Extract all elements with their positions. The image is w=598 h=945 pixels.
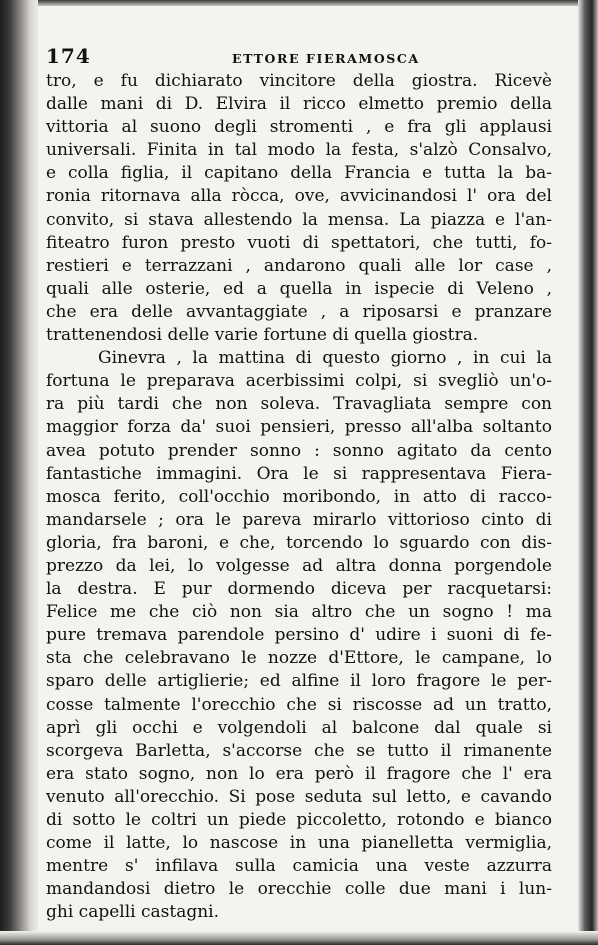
page-number: 174 [46, 44, 91, 68]
text-line: Felice me che ciò non sia altro che un sogno ! ma [46, 602, 552, 623]
page-edge-shadow [578, 0, 598, 945]
text-line: mentre s' infilava sulla camicia una veste azzurra [46, 856, 552, 877]
paragraph-last-line: ghi capelli castagni. [46, 902, 220, 923]
paragraph-last-line: trattenendosi delle varie fortune di quella giostra. [46, 325, 479, 346]
text-line: come il latte, lo nascose in una pianelletta vermiglia, [46, 833, 552, 854]
text-line: avea potuto prender sonno : sonno agitato da cento [46, 440, 552, 461]
text-line: universali. Finita in tal modo la festa, s'alzò Consalvo, [46, 140, 552, 161]
text-line: che era delle avvantaggiate , a riposarsi e pranzare [46, 301, 552, 322]
text-line: fiteatro furon presto vuoti di spettatori, che tutti, fo- [46, 232, 552, 253]
text-line: e colla figlia, il capitano della Francia e tutta la ba- [46, 163, 552, 184]
text-line: cosse talmente l'orecchio che si riscosse ad un tratto, [46, 694, 552, 715]
text-line: fantastiche immagini. Ora le si rappresentava Fiera- [46, 463, 552, 484]
scan-top-edge [0, 0, 598, 6]
text-line: dalle mani di D. Elvira il ricco elmetto premio della [46, 94, 552, 115]
text-line: ra più tardi che non soleva. Travagliata sempre con [46, 394, 552, 415]
text-line: tro, e fu dichiarato vincitore della giostra. Ricevè [46, 71, 552, 91]
running-title: ETTORE FIERAMOSCA [232, 51, 420, 66]
text-line: pure tremava parendole persino d' udire i suoni di fe- [46, 625, 552, 646]
paragraph-first-line: Ginevra , la mattina di questo giorno , in cui la [98, 348, 552, 369]
text-line: fortuna le preparava acerbissimi colpi, si svegliò un'o- [46, 371, 552, 392]
text-line: convito, si stava allestendo la mensa. La piazza e l'an- [46, 209, 552, 230]
text-line: sta che celebravano le nozze d'Ettore, le campane, lo [46, 648, 552, 669]
text-line: ronia ritornava alla ròcca, ove, avvicinandosi l' ora del [46, 186, 552, 207]
book-page [46, 44, 552, 924]
scan-bottom-edge [0, 931, 598, 945]
text-line: era stato sogno, non lo era però il fragore che l' era [46, 763, 552, 784]
text-line: mandandosi dietro le orecchie colle due mani i lun- [46, 879, 552, 900]
text-line: la destra. E pur dormendo diceva per racquetarsi: [46, 579, 552, 600]
text-line: mandarsele ; ora le pareva mirarlo vittorioso cinto di [46, 509, 552, 530]
text-line: mosca ferito, coll'occhio moribondo, in atto di racco- [46, 486, 552, 507]
text-line: aprì gli occhi e volgendoli al balcone dal quale si [46, 717, 552, 738]
text-line: venuto all'orecchio. Si pose seduta sul letto, e cavando [46, 786, 552, 807]
text-line: quali alle osterie, ed a quella in ispecie di Veleno , [46, 278, 552, 299]
text-line: vittoria al suono degli stromenti , e fra gli applausi [46, 117, 552, 138]
text-line: sparo delle artiglierie; ed alfine il loro fragore le per- [46, 671, 552, 692]
book-gutter-shadow [0, 0, 38, 945]
text-line: maggior forza da' suoi pensieri, presso all'alba soltanto [46, 417, 552, 438]
text-line: restieri e terrazzani , andarono quali alle lor case , [46, 255, 552, 276]
text-line: di sotto le coltri un piede piccoletto, rotondo e bianco [46, 810, 552, 830]
text-line: scorgeva Barletta, s'accorse che se tutto il rimanente [46, 740, 552, 761]
text-line: prezzo da lei, lo volgesse ad altra donna porgendole [46, 555, 552, 576]
text-line: gloria, fra baroni, e che, torcendo lo sguardo con dis- [46, 532, 552, 553]
body-text [46, 70, 552, 924]
running-head [46, 44, 552, 70]
